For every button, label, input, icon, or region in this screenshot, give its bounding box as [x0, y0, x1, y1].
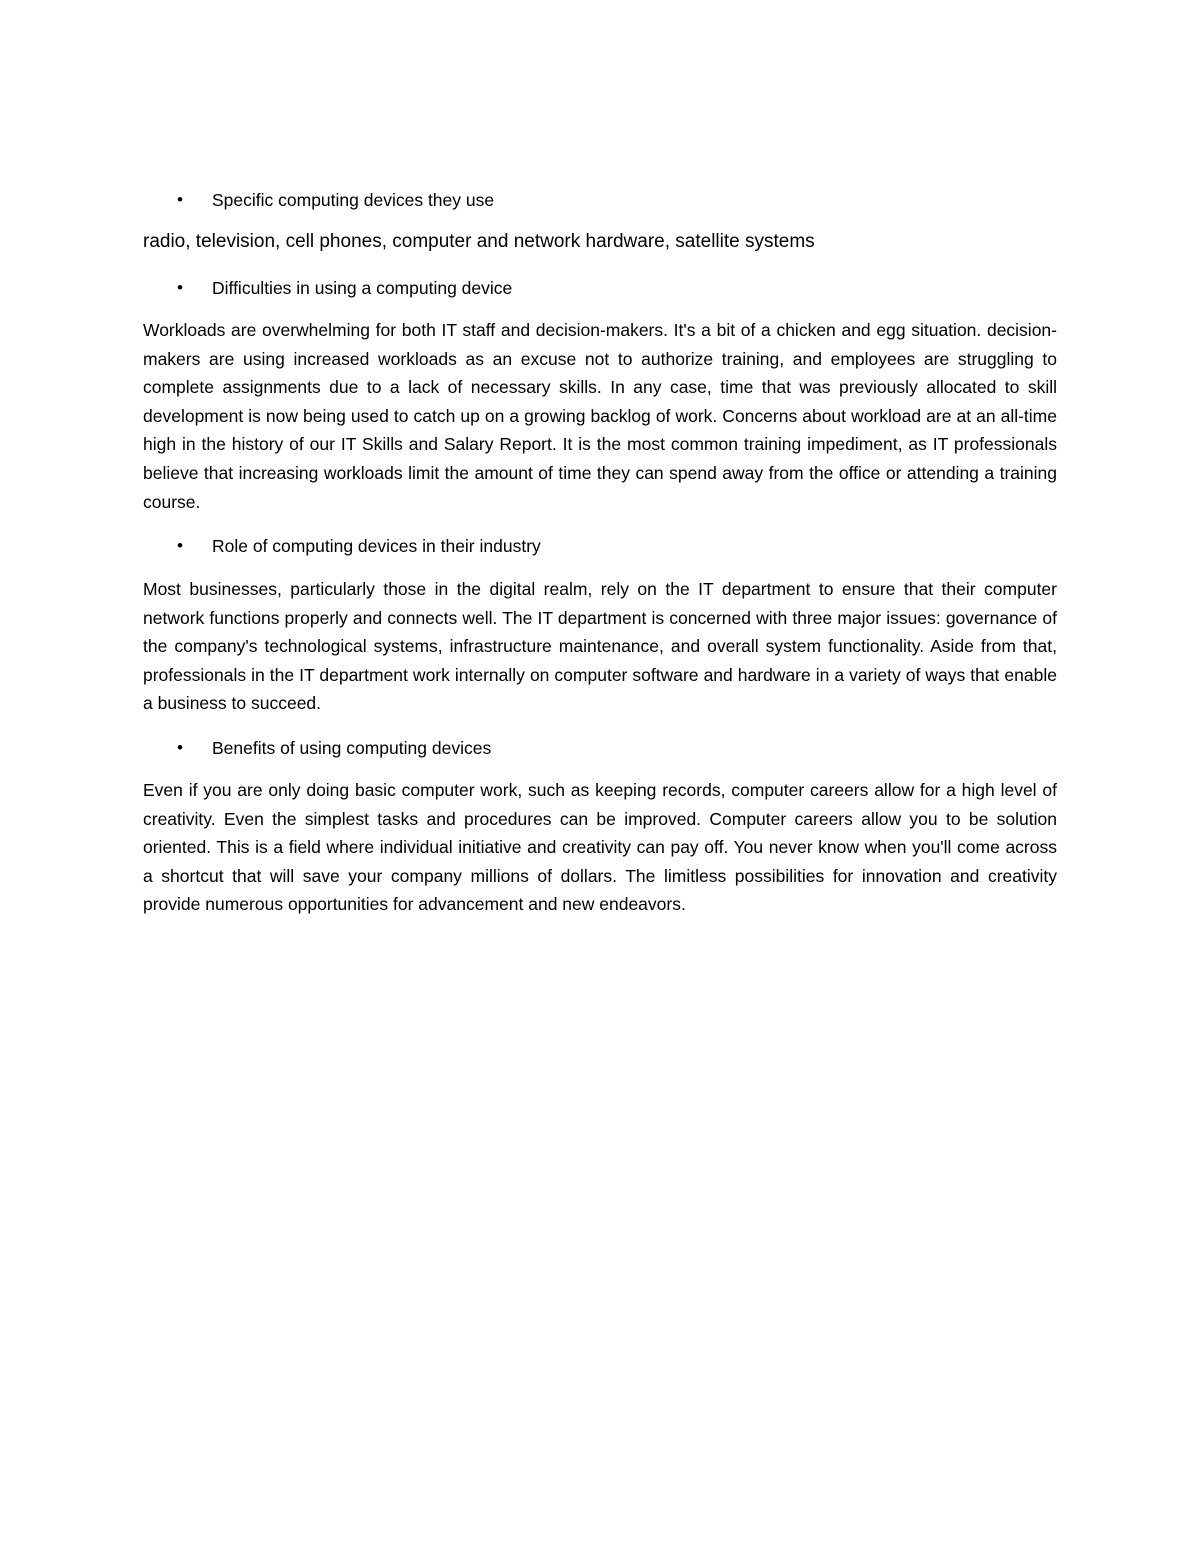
section-body-benefits: Even if you are only doing basic computer work, such as keeping records, computer careers allow for a high level of creativity. Even the simplest tasks and procedures can be improved. Computer careers allow you to be solution oriented. This is a field where individual initiative and creativity can pay off. You never know when you'll come across a shortcut that will save your company millions of dollars. The limitless possibilities for innovation and creativity provide numerous opportunities for advancement and new endeavors.: [143, 780, 1057, 915]
section-heading-role: Role of computing devices in their industry: [212, 536, 541, 556]
section-body-devices: radio, television, cell phones, computer and network hardware, satellite systems: [143, 231, 815, 252]
section-body-difficulties: Workloads are overwhelming for both IT staff and decision-makers. It's a bit of a chicken and egg situation. decision-makers are using increased workloads as an excuse not to authorize training, and employees are struggling to complete assignments due to a lack of necessary skills. In any case, time that was previously allocated to skill development is now being used to catch up on a growing backlog of work. Concerns about workload are at an all-time high in the history of our IT Skills and Salary Report. It is the most common training impediment, as IT professionals believe that increasing workloads limit the amount of time they can spend away from the office or attending a training course.: [143, 320, 1057, 512]
bullet-icon: •: [177, 278, 183, 297]
section-heading-benefits: Benefits of using computing devices: [212, 738, 492, 758]
bullet-icon: •: [177, 190, 183, 209]
section-heading-devices: Specific computing devices they use: [212, 190, 495, 210]
section-body-role: Most businesses, particularly those in the digital realm, rely on the IT department to ensure that their computer network functions properly and connects well. The IT department is concerned with three major issues: governance of the company's technological systems, infrastructure maintenance, and overall system functionality. Aside from that, professionals in the IT department work internally on computer software and hardware in a variety of ways that enable a business to succeed.: [143, 579, 1057, 714]
section-heading-difficulties: Difficulties in using a computing device: [212, 278, 513, 298]
bullet-icon: •: [177, 738, 183, 757]
bullet-icon: •: [177, 536, 183, 555]
